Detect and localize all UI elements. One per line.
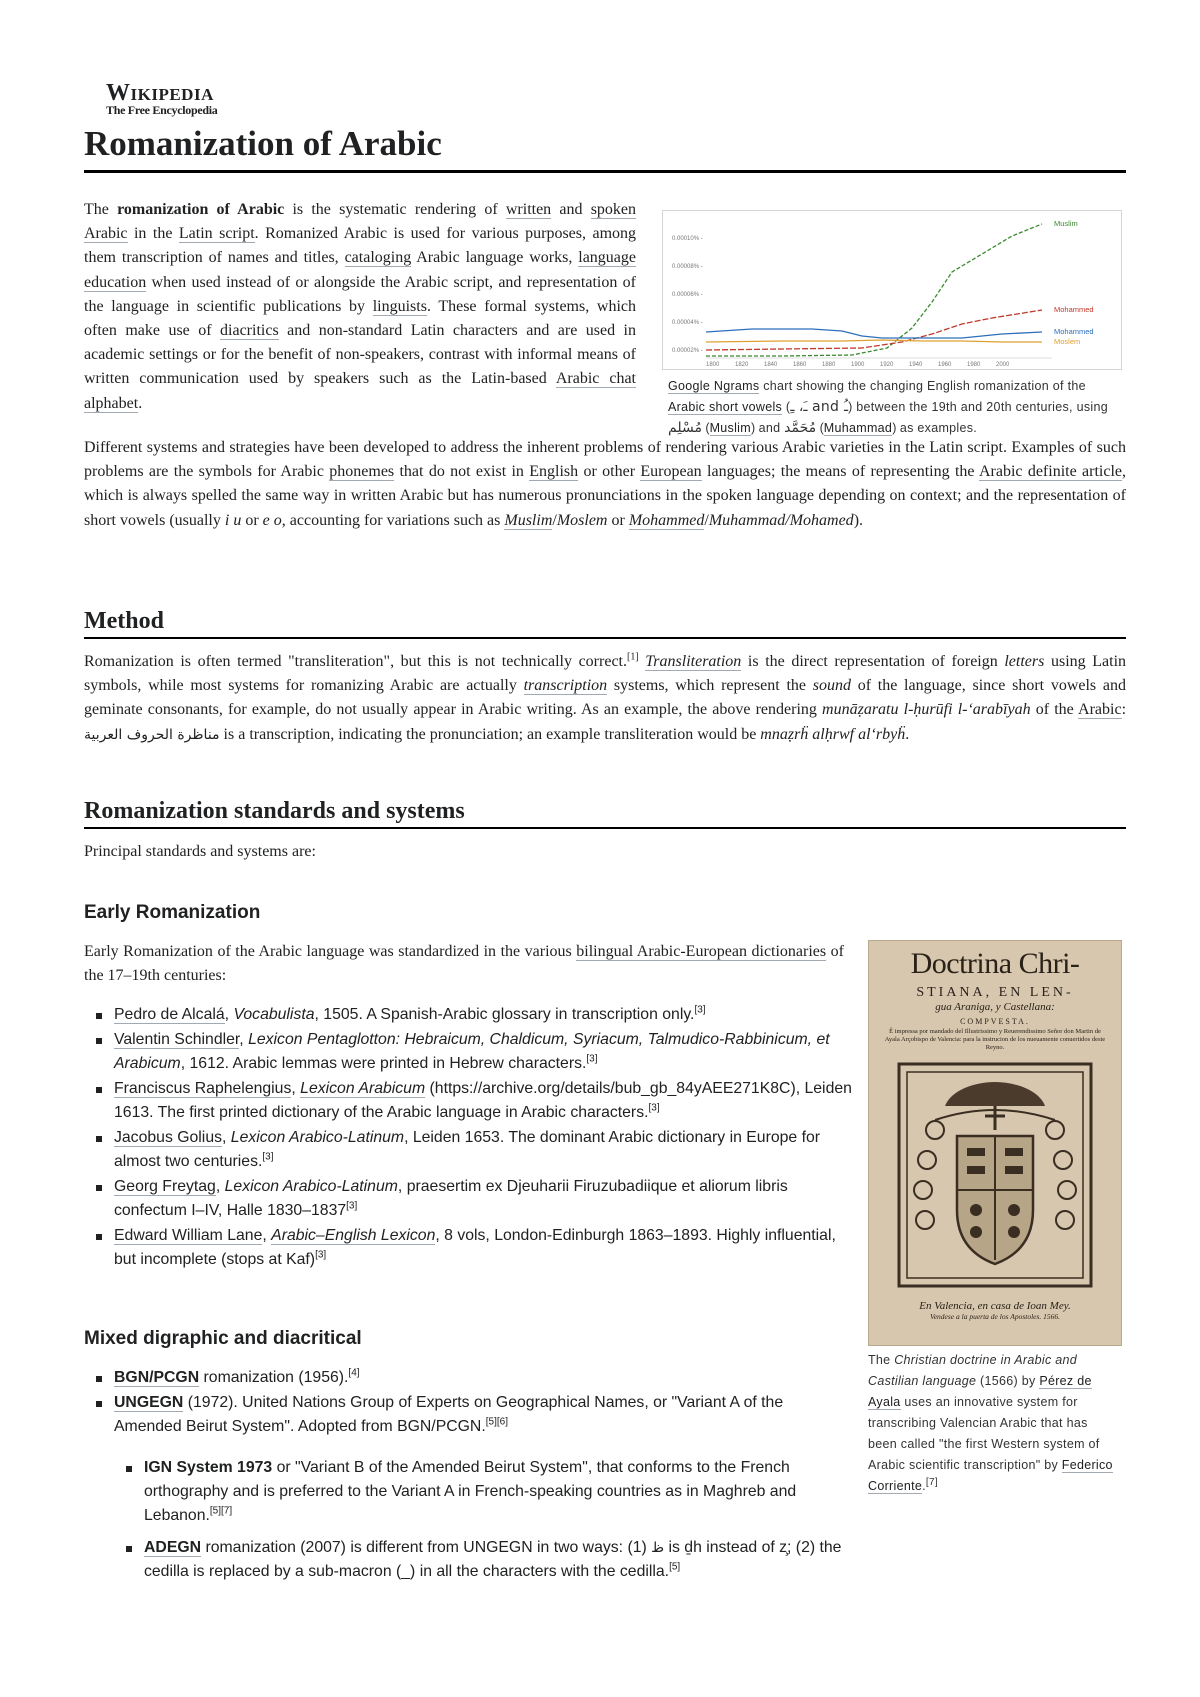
link-author[interactable]: Georg Freytag [114, 1178, 216, 1195]
link-language-education[interactable]: language education [84, 249, 636, 291]
link-muslim[interactable]: Muslim [504, 511, 553, 529]
series-label-mohammed: Mohammed [1054, 305, 1094, 314]
x-tick-label: 1820 [735, 362, 749, 368]
link-linguists[interactable]: linguists [372, 297, 427, 315]
subsection-heading-mixed: Mixed digraphic and diacritical [84, 1328, 362, 1349]
link-cataloging[interactable]: cataloging [344, 249, 412, 267]
y-tick-label: 0.00004% - [672, 320, 703, 326]
x-tick-label: 1800 [706, 362, 720, 368]
reference-7[interactable]: [7] [925, 1476, 938, 1488]
list-item: Pedro de Alcalá, Vocabulista, 1505. A Spanish-Arabic glossary in transcription only.[3] [84, 1003, 854, 1027]
link-mohammed[interactable]: Mohammed [628, 511, 705, 529]
list-item: Georg Freytag, Lexicon Arabico-Latinum, praesertim ex Djeuharii Firuzubadiique et aliorum libris confectum I–IV, Halle 1830–1837[3] [84, 1175, 854, 1223]
link-perez-de-ayala[interactable]: Pérez de Ayala [868, 1374, 1092, 1409]
link-arabic-method[interactable]: Arabic [1078, 701, 1122, 719]
y-tick-label: 0.00010% - [672, 236, 703, 242]
reference[interactable]: [3] [694, 1004, 706, 1016]
reference[interactable]: [3] [262, 1151, 274, 1163]
x-tick-label: 2000 [996, 362, 1010, 368]
series-label-muslim: Muslim [1054, 219, 1078, 228]
cover-line: COMPVESTA. [960, 1017, 1030, 1026]
reference[interactable]: [3] [315, 1249, 327, 1261]
list-item: Jacobus Golius, Lexicon Arabico-Latinum, Leiden 1653. The dominant Arabic dictionary in Europe for almost two centuries.[3] [84, 1126, 854, 1174]
early-intro: Early Romanization of the Arabic language was standardized in the various bilingual Arabic-European dictionaries of the 17–19th centuries: [84, 943, 844, 985]
book-caption: The Christian doctrine in Arabic and Castilian language (1566) by Pérez de Ayala uses an innovative system for transcribing Valencian Arabic that has been called "the first Western system of Arabic scientific transcription" by Federico Corriente.[7] [868, 1353, 1113, 1493]
link-phonemes[interactable]: phonemes [329, 463, 395, 481]
x-tick-label: 1980 [967, 362, 981, 368]
standards-intro: Principal standards and systems are: [84, 843, 316, 860]
link-arabic[interactable]: Arabic [84, 225, 128, 243]
page-title: Romanization of Arabic [84, 124, 1126, 173]
cover-imprint: En Valencia, en casa de Ioan Mey. [919, 1300, 1071, 1312]
series-label-muhammad: Mohammed [1054, 327, 1094, 336]
bold-term: romanization of Arabic [117, 201, 285, 218]
y-tick-label: 0.00002% - [672, 348, 703, 354]
link-written[interactable]: written [505, 201, 552, 218]
link-arabic-short-vowels[interactable]: Arabic short vowels [668, 400, 783, 414]
cover-line: Ê impressa por mandado del Illustrissimo y Reuerendissimo Señor don Martin de Ayala Arçobispo de Valencia: para la instrucion de los nueuamente conuertidos deste Reyno. [884, 1028, 1106, 1051]
x-tick-label: 1840 [764, 362, 778, 368]
link-federico-corriente[interactable]: Federico Corriente [868, 1458, 1113, 1493]
reference[interactable]: [3] [586, 1053, 598, 1065]
list-item: Edward William Lane, Arabic–English Lexicon, 8 vols, London-Edinburgh 1863–1893. Highly influential, but incomplete (stops at Kaf)[3] [84, 1224, 854, 1272]
mixed-list [84, 1366, 844, 1440]
link-diacritics[interactable]: diacritics [220, 322, 279, 340]
reference[interactable]: [3] [346, 1200, 358, 1212]
reference[interactable]: [4] [348, 1367, 360, 1379]
reference[interactable]: [3] [648, 1102, 660, 1114]
ngram-caption: Google Ngrams chart showing the changing English romanization of the Arabic short vowels (ـَ، ـِ and ـُ) between the 19th and 20th centuries, using مُسْلِم (Muslim) and مُحَمَّد (Muhammad) as examples. [668, 379, 1108, 436]
list-item: IGN System 1973 or "Variant B of the Amended Beirut System", that conforms to the French orthography and is preferred to the Variant A in French-speaking countries as in Maghreb and Lebanon.[5][7] [114, 1456, 844, 1528]
link-latin-script[interactable]: Latin script [178, 225, 255, 243]
link-author[interactable]: Franciscus Raphelengius [114, 1080, 292, 1097]
link-bilingual-dictionaries[interactable]: bilingual Arabic-European dictionaries [576, 943, 827, 960]
reference[interactable]: [5][7] [209, 1505, 233, 1517]
link-author[interactable]: Jacobus Golius [114, 1129, 223, 1146]
link-adegn[interactable]: ADEGN [144, 1539, 202, 1556]
ngram-chart-image[interactable] [662, 210, 1122, 370]
mixed-sublist [114, 1456, 844, 1585]
link-arabic-english-lexicon[interactable]: Arabic–English Lexicon [271, 1227, 436, 1244]
link-english[interactable]: English [529, 463, 579, 481]
link-author[interactable]: Pedro de Alcalá [114, 1006, 225, 1023]
book-figure [868, 940, 1120, 1497]
link-arabic-chat-alphabet[interactable]: Arabic chat alphabet [84, 370, 636, 412]
x-tick-label: 1880 [822, 362, 836, 368]
link-author[interactable]: Valentin Schindler [114, 1031, 240, 1048]
list-item: Valentin Schindler, Lexicon Pentaglotton: Hebraicum, Chaldicum, Syriacum, Talmudico-Rabbinicum, et Arabicum, 1612. Arabic lemmas were printed in Hebrew characters.[3] [84, 1028, 854, 1076]
link-arabic-definite-article[interactable]: Arabic definite article [978, 463, 1122, 481]
section-heading-standards: Romanization standards and systems [84, 798, 1126, 829]
subsection-heading-early: Early Romanization [84, 902, 261, 923]
y-tick-label: 0.00006% - [672, 292, 703, 298]
logo-wordmark: Wikipedia [106, 80, 214, 106]
reference[interactable]: [5] [669, 1561, 681, 1573]
coat-of-arms-woodcut [895, 1060, 1095, 1290]
link-european[interactable]: European [640, 463, 702, 481]
intro-paragraph-2: Different systems and strategies have been developed to address the inherent problems of rendering various Arabic varieties in the Latin script. Examples of such problems are the symbols for Arabic phonemes that do not exist in English or other European languages; the means of representing the Arabic definite article, which is always spelled the same way in written Arabic but has numerous pronunciations in the spoken language depending on context; and the representation of short vowels (usually i u or e o, accounting for variations such as Muslim/Moslem or Mohammed/Muhammad/Mohamed). [84, 439, 1126, 529]
link-lexicon-arabicum[interactable]: Lexicon Arabicum [300, 1080, 426, 1097]
list-item: Franciscus Raphelengius, Lexicon Arabicum (https://archive.org/details/bub_gb_84yAEE271K8C), Leiden 1613. The first printed dictionary of the Arabic language in Arabic characters.[3] [84, 1077, 854, 1125]
x-tick-label: 1920 [880, 362, 894, 368]
cover-line: gua Araniga, y Castellana: [935, 1001, 1055, 1013]
intro-paragraph-1: The romanization of Arabic is the systematic rendering of written and spoken Arabic in the Latin script. Romanized Arabic is used for various purposes, among them transcription of names and titles, cataloging Arabic language works, language education when used instead of or alongside the Arabic script, and representation of the language in scientific publications by linguists. These formal systems, which often make use of diacritics and non-standard Latin characters and are used in academic settings or for the benefit of non-speakers, contrast with informal means of written communication used by speakers such as the Latin-based Arabic chat alphabet. [84, 201, 637, 412]
cover-imprint: Vendese a la puerta de los Apostoles. 1566. [929, 1312, 1061, 1321]
link-author[interactable]: Edward William Lane [114, 1227, 263, 1244]
reference[interactable]: [5][6] [485, 1416, 508, 1428]
cover-line: STIANA, EN LEN- [916, 985, 1074, 1000]
link-google-ngrams[interactable]: Google Ngrams [668, 379, 760, 393]
link-spoken[interactable]: spoken [590, 201, 637, 218]
link-muhammad-caption[interactable]: Muhammad [823, 421, 893, 435]
list-item: BGN/PCGN romanization (1956).[4] [84, 1366, 844, 1390]
cover-line: Doctrina Chri- [910, 947, 1080, 980]
link-transcription[interactable]: transcription [523, 677, 608, 695]
list-item: UNGEGN (1972). United Nations Group of Experts on Geographical Names, or "Variant A of the Amended Beirut System". Adopted from BGN/PCGN.[5][6] [84, 1391, 844, 1439]
list-item: ADEGN romanization (2007) is different from UNGEGN in two ways: (1) ظ is ḏh instead of z̧; (2) the cedilla is replaced by a sub-macron (_) in all the characters with the cedilla.[5] [114, 1536, 844, 1584]
y-tick-label: 0.00008% - [672, 264, 703, 270]
link-bgn-pcgn[interactable]: BGN/PCGN [114, 1369, 200, 1386]
link-transliteration[interactable]: Transliteration [645, 653, 742, 670]
x-tick-label: 1940 [909, 362, 923, 368]
reference-1[interactable]: [1] [627, 651, 639, 663]
method-paragraph: Romanization is often termed "transliteration", but this is not technically correct.[1] Transliteration is the direct representation of foreign letters using Latin symbols, while most systems for romanizing Arabic are actually transcription systems, which represent the sound of the language, since short vowels and geminate consonants, for example, do not usually appear in Arabic writing. As an example, the above rendering munāẓaratu l-ḥurūfi l-ʻarabīyah of the Arabic: مناظرة الحروف العربية is a transcription, indicating the pronunciation; an example transliteration would be mnaẓrḧ alḥrwf alʻrbyḧ. [84, 651, 1127, 743]
ign-system-label: IGN System 1973 [144, 1459, 273, 1476]
section-heading-method: Method [84, 608, 1126, 639]
book-cover-image[interactable] [868, 940, 1122, 1346]
x-tick-label: 1960 [938, 362, 952, 368]
early-list [84, 1003, 854, 1273]
x-tick-label: 1860 [793, 362, 807, 368]
wikipedia-logo[interactable] [106, 80, 217, 118]
ngram-figure [662, 210, 1122, 439]
link-muslim-caption[interactable]: Muslim [709, 421, 751, 435]
series-label-moslem: Moslem [1054, 337, 1081, 346]
logo-tagline: The Free Encyclopedia [106, 103, 218, 117]
link-ungegn[interactable]: UNGEGN [114, 1394, 184, 1411]
x-tick-label: 1900 [851, 362, 865, 368]
